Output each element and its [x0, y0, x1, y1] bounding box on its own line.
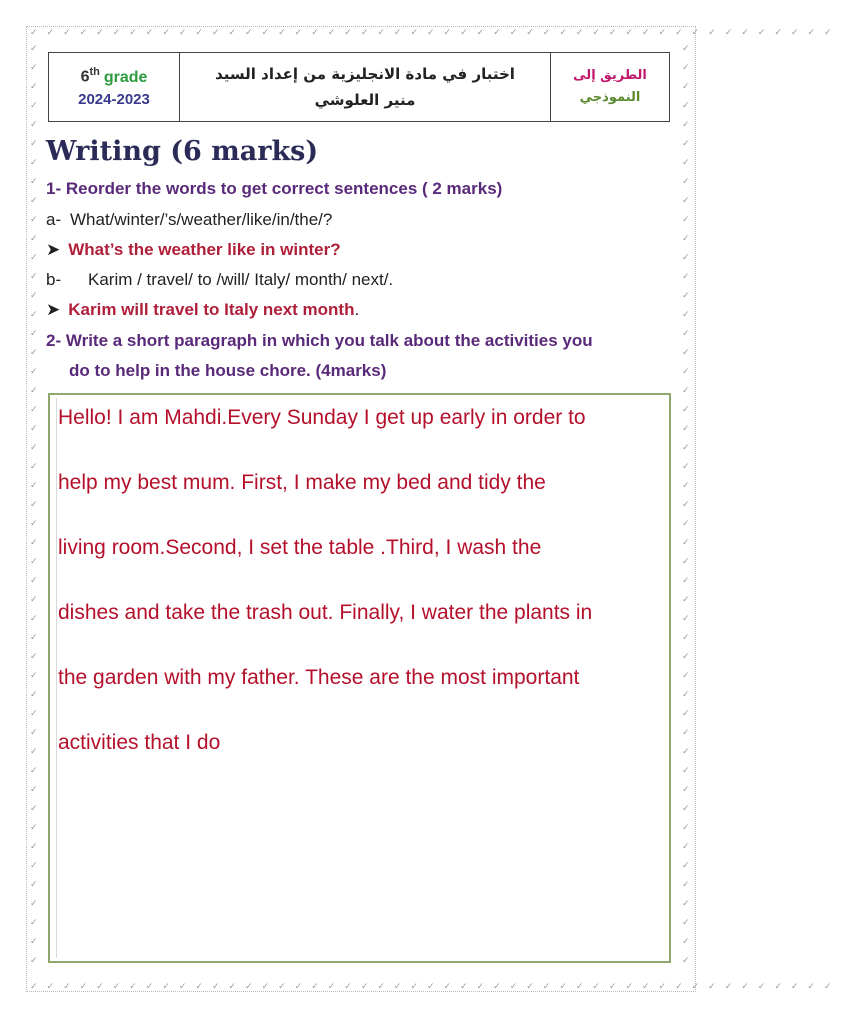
q2-instruction-line1: 2- Write a short paragraph in which you talk about the activities you — [46, 331, 593, 350]
q1-item-a-label: a- — [46, 210, 62, 229]
q1-answer-b — [46, 300, 359, 320]
q1-item-b-label: b- — [46, 270, 62, 289]
school-year: 2024-2023 — [78, 90, 150, 108]
paragraph-line: activities that I do — [58, 731, 221, 754]
q1-answer-a-text: What’s the weather like in winter? — [68, 240, 341, 259]
q1-answer-b-period: . — [354, 300, 360, 319]
q2-instruction-line2: do to help in the house chore. (4marks) — [69, 361, 387, 380]
q1-item-b — [46, 270, 393, 290]
decorative-border-top: ✓✓✓✓✓✓✓✓✓✓✓✓✓✓✓✓✓✓✓✓✓✓✓✓✓✓✓✓✓✓✓✓✓✓✓✓✓✓✓✓✓✓✓✓✓✓✓✓✓ — [30, 28, 841, 38]
grade-label: 6th grade — [80, 66, 148, 86]
q1-answer-b-text: Karim will travel to Italy next month — [68, 300, 355, 319]
paragraph-line: the garden with my father. These are the most important — [58, 666, 580, 689]
logo-cell — [551, 53, 669, 121]
paragraph-line: living room.Second, I set the table .Third, I wash the — [58, 536, 542, 559]
decorative-border-left: ✓✓✓✓✓✓✓✓✓✓✓✓✓✓✓✓✓✓✓✓✓✓✓✓✓✓✓✓✓✓✓✓✓✓✓✓✓✓✓✓✓✓✓✓✓✓✓✓✓ — [30, 44, 38, 966]
answer-paragraph — [58, 396, 664, 786]
decorative-border-right: ✓✓✓✓✓✓✓✓✓✓✓✓✓✓✓✓✓✓✓✓✓✓✓✓✓✓✓✓✓✓✓✓✓✓✓✓✓✓✓✓✓✓✓✓✓✓✓✓✓ — [682, 44, 690, 966]
section-title: Writing (6 marks) — [46, 136, 319, 167]
arrow-bullet-icon: ➤ — [46, 300, 61, 319]
exam-title-line2: منير العلوشي — [314, 91, 416, 109]
paragraph-line: help my best mum. First, I make my bed and tidy the — [58, 471, 546, 494]
header-table — [48, 52, 670, 122]
answer-box-margin-rule — [56, 398, 57, 958]
logo-text-line2: النموذجي — [579, 90, 641, 105]
grade-cell — [49, 53, 180, 121]
logo-text-line1: الطريق إلى — [573, 68, 647, 83]
exam-title-cell — [180, 53, 551, 121]
q1-item-b-text: Karim / travel/ to /will/ Italy/ month/ next/. — [88, 270, 394, 289]
paragraph-line: Hello! I am Mahdi.Every Sunday I get up early in order to — [58, 406, 586, 429]
q1-answer-a — [46, 240, 341, 260]
q1-item-a — [46, 210, 332, 230]
q1-item-a-text: What/winter/’s/weather/like/in/the/? — [70, 210, 333, 229]
exam-title-line1: اختبار في مادة الانجليزية من إعداد السيد — [215, 65, 515, 83]
paragraph-line: dishes and take the trash out. Finally, I water the plants in — [58, 601, 593, 624]
decorative-border-bottom: ✓✓✓✓✓✓✓✓✓✓✓✓✓✓✓✓✓✓✓✓✓✓✓✓✓✓✓✓✓✓✓✓✓✓✓✓✓✓✓✓✓✓✓✓✓✓✓✓✓ — [30, 982, 841, 992]
q1-instruction: 1- Reorder the words to get correct sentences ( 2 marks) — [46, 179, 503, 198]
arrow-bullet-icon: ➤ — [46, 240, 61, 259]
